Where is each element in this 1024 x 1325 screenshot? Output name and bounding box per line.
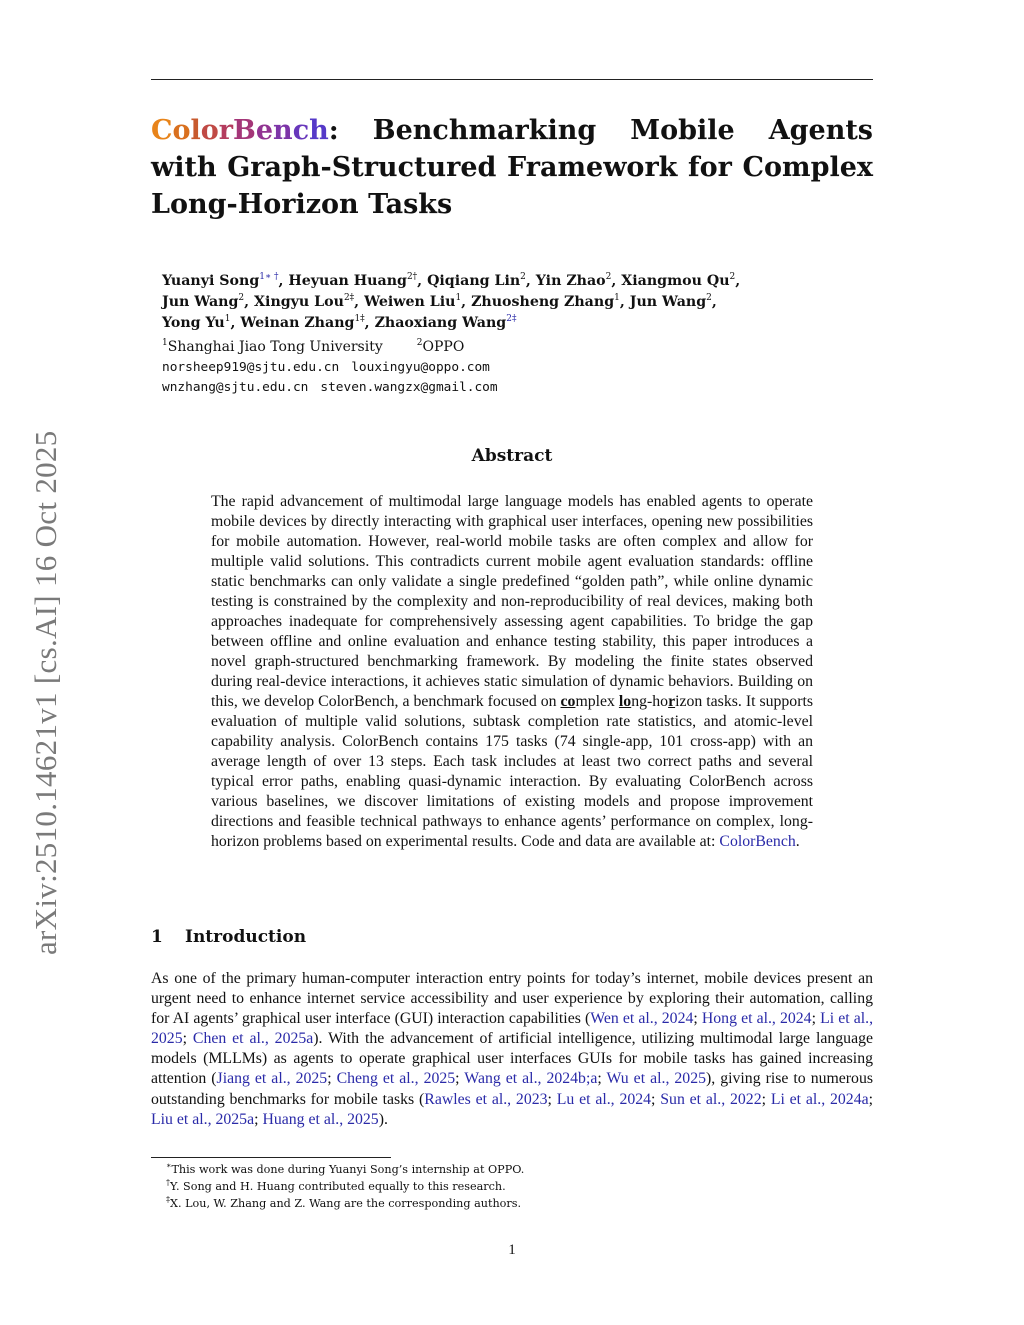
author-name: Zhaoxiang Wang — [374, 315, 507, 331]
title-letter: r — [218, 115, 234, 146]
citation-link[interactable]: Huang et al., 2025 — [262, 1110, 379, 1128]
author-affil-sup: 2 — [238, 293, 245, 303]
intro-text: ; — [761, 1090, 771, 1108]
author-separator: , — [735, 273, 741, 289]
intro-text: ; — [254, 1110, 263, 1128]
title-letter: n — [273, 115, 293, 146]
intro-text: ; — [811, 1010, 821, 1028]
author-name: Xingyu Lou — [254, 294, 344, 310]
arxiv-stamp: arXiv:2510.14621v1 [cs.AI] 16 Oct 2025 — [28, 430, 63, 955]
citation-link[interactable]: Liu et al., 2025a — [151, 1110, 255, 1128]
title-colorbench — [151, 115, 329, 146]
footnote — [166, 1178, 524, 1195]
title-letter: C — [151, 115, 173, 146]
section-number: 1 — [151, 927, 163, 947]
footnote — [166, 1195, 524, 1212]
author-name: Jun Wang — [162, 294, 239, 310]
author-name: Qiqiang Lin — [427, 273, 521, 289]
intro-text: ; — [455, 1070, 465, 1088]
author-affil-sup: 1∗ † — [259, 272, 279, 282]
citation-link[interactable]: Wang et al., 2024b;a — [464, 1070, 598, 1088]
colorbench-link[interactable]: ColorBench — [719, 833, 796, 850]
author-separator: , — [461, 294, 472, 310]
abstract-emph: co — [560, 693, 576, 710]
citation-link[interactable]: Wen et al., 2024 — [590, 1010, 694, 1028]
affil-sup: 2 — [416, 338, 423, 348]
author-separator: , — [525, 273, 536, 289]
abstract-part: The rapid advancement of multimodal large language models has enabled agents to operate mobile devices by directly interacting with graphical user interfaces, opening new possibilities for mobile automation. However, real-world mobile tasks are often complex and allow for multiple valid solutions. This contradicts current mobile agent evaluation standards: offline static benchmarks can only validate a single predefined “golden path”, while online dynamic testing is constrained by the complexity and non-reproducibility of real devices, making both approaches inadequate for comprehensively assessing agent capabilities. To bridge the gap between offline and online evaluation and enhance testing stability, this paper introduces a novel graph-structured benchmarking framework. By modeling the finite states observed during real-device interactions, it achieves static simulation of dynamic behaviors. Building on this, we develop ColorBench, a benchmark focused on — [211, 493, 813, 710]
intro-text: ; — [327, 1070, 337, 1088]
author-separator: , — [611, 273, 622, 289]
header-rule — [151, 79, 873, 80]
author-name: Xiangmou Qu — [621, 273, 730, 289]
abstract-heading: Abstract — [471, 446, 553, 466]
author-affil-sup: 1 — [614, 293, 620, 303]
intro-text: As one of the primary human-computer interaction entry points for today’s internet, mobile devices present an urgent need to enhance internet service accessibility and user experience by exploring their automation, calling for AI agents’ graphical user interface (GUI) interaction capabilities ( — [151, 970, 873, 1028]
citation-link[interactable]: Li et al., 2025 — [151, 1010, 874, 1048]
author-affil-sup: 1‡ — [354, 314, 365, 324]
affiliation-oppo: OPPO — [422, 339, 465, 355]
citation-link[interactable]: Rawles et al., 2023 — [424, 1090, 548, 1108]
author-name: Weiwen Liu — [364, 294, 456, 310]
footnote-rule — [151, 1157, 391, 1158]
author-name: Jun Wang — [629, 294, 707, 310]
intro-text: ; — [651, 1090, 661, 1108]
author-affil-sup: 1 — [224, 314, 231, 324]
footnote-mark: ‡ — [166, 1195, 170, 1204]
affil-sup: 1 — [162, 338, 168, 348]
author-name: Yin Zhao — [535, 273, 606, 289]
abstract-emph: r — [668, 693, 676, 710]
intro-text: ; — [547, 1090, 557, 1108]
intro-text: ). With the advancement of artificial intelligence, utilizing multimodal large language models (MLLMs) as agents to operate graphical user interfaces GUIs for mobile tasks has gained increasing attention ( — [151, 1030, 873, 1088]
author-name: Heyuan Huang — [288, 273, 407, 289]
author-affil-sup: 2 — [605, 272, 612, 282]
abstract-text — [211, 492, 813, 852]
footnote-text: Y. Song and H. Huang contributed equally to this research. — [170, 1180, 506, 1193]
author-name: Weinan Zhang — [240, 315, 355, 331]
author-separator: , — [619, 294, 630, 310]
email-block — [162, 358, 498, 398]
citation-link[interactable]: Jiang et al., 2025 — [216, 1070, 328, 1088]
affiliations — [162, 337, 464, 357]
intro-text: ). — [378, 1110, 388, 1128]
citation-link[interactable]: Cheng et al., 2025 — [336, 1070, 456, 1088]
page-number: 1 — [508, 1242, 516, 1258]
title-letter: c — [292, 115, 310, 146]
title-letter: B — [233, 115, 256, 146]
intro-text: ; — [597, 1070, 607, 1088]
section-heading — [151, 927, 306, 947]
abstract-part: ng-ho — [631, 693, 669, 710]
footnote-mark: † — [166, 1178, 170, 1187]
title-letter: l — [190, 115, 201, 146]
footnote-text: This work was done during Yuanyi Song’s internship at OPPO. — [171, 1163, 525, 1176]
email-link[interactable]: louxingyu@oppo.com — [351, 360, 490, 375]
intro-text: ; — [868, 1090, 873, 1108]
author-affil-sup: 2‡ — [343, 293, 355, 303]
footnote — [166, 1161, 524, 1178]
paper-title — [151, 112, 873, 223]
footnotes — [166, 1161, 524, 1212]
footnote-text: X. Lou, W. Zhang and Z. Wang are the corresponding authors. — [170, 1197, 522, 1210]
email-link[interactable]: wnzhang@sjtu.edu.cn — [162, 380, 309, 395]
abstract-emph: lo — [618, 693, 632, 710]
intro-text: ; — [693, 1010, 702, 1028]
author-affil-sup: 2 — [520, 272, 526, 282]
author-list — [162, 271, 862, 334]
abstract-part: mplex — [575, 693, 619, 710]
citation-link[interactable]: Chen et al., 2025a — [192, 1030, 314, 1048]
author-separator: , — [711, 294, 717, 310]
title-rest: : Benchmarking Mobile Agents with Graph-Structured Framework for Complex Long-Horizon Tasks — [151, 115, 873, 220]
title-letter: o — [200, 115, 219, 146]
title-letter: o — [172, 115, 191, 146]
author-affil-sup: 1 — [455, 293, 462, 303]
author-name: Yong Yu — [162, 315, 225, 331]
email-link[interactable]: norsheep919@sjtu.edu.cn — [162, 360, 340, 375]
abstract-part: izon tasks. It supports evaluation of multiple valid solutions, subtask completion rate statistics, and atomic-level capability analysis. ColorBench contains 175 tasks (74 single-app, 101 cross-app) with an average length of over 13 steps. Each task includes at least two correct paths and several typical error paths, enabling quasi-dynamic interaction. By evaluating ColorBench across various baselines, we discover limitations of existing models and propose improvement directions and feasible technical pathways to enhance agents’ performance on complex, long-horizon problems based on experimental results. Code and data are available at: — [211, 693, 813, 850]
author-separator: , — [364, 315, 375, 331]
author-affil-sup: 2‡ — [506, 314, 517, 324]
author-affil-sup: 2† — [406, 272, 418, 282]
intro-paragraph — [151, 969, 873, 1130]
citation-link[interactable]: Hong et al., 2024 — [701, 1010, 812, 1028]
title-letter: e — [255, 115, 274, 146]
author-affil-sup: 2 — [706, 293, 712, 303]
abstract-part: . — [795, 833, 800, 850]
author-separator: , — [417, 273, 428, 289]
author-name: Yuanyi Song — [162, 273, 260, 289]
citation-link[interactable]: Lu et al., 2024 — [556, 1090, 652, 1108]
email-link[interactable]: steven.wangzx@gmail.com — [320, 380, 498, 395]
citation-link[interactable]: Li et al., 2024a — [770, 1090, 869, 1108]
citation-link[interactable]: Sun et al., 2022 — [660, 1090, 762, 1108]
author-separator: , — [230, 315, 241, 331]
affiliation-sjtu: Shanghai Jiao Tong University — [167, 339, 383, 355]
citation-link[interactable]: Wu et al., 2025 — [606, 1070, 706, 1088]
author-separator: , — [354, 294, 365, 310]
section-title: Introduction — [185, 927, 307, 947]
footnote-mark: ∗ — [166, 1161, 172, 1170]
author-affil-sup: 2 — [729, 272, 736, 282]
intro-text: ), giving rise to numerous outstanding benchmarks for mobile tasks ( — [151, 1070, 874, 1108]
author-separator: , — [244, 294, 255, 310]
intro-text: ; — [182, 1030, 193, 1048]
title-letter: h — [309, 115, 329, 146]
author-separator: , — [278, 273, 289, 289]
author-name: Zhuosheng Zhang — [471, 294, 615, 310]
